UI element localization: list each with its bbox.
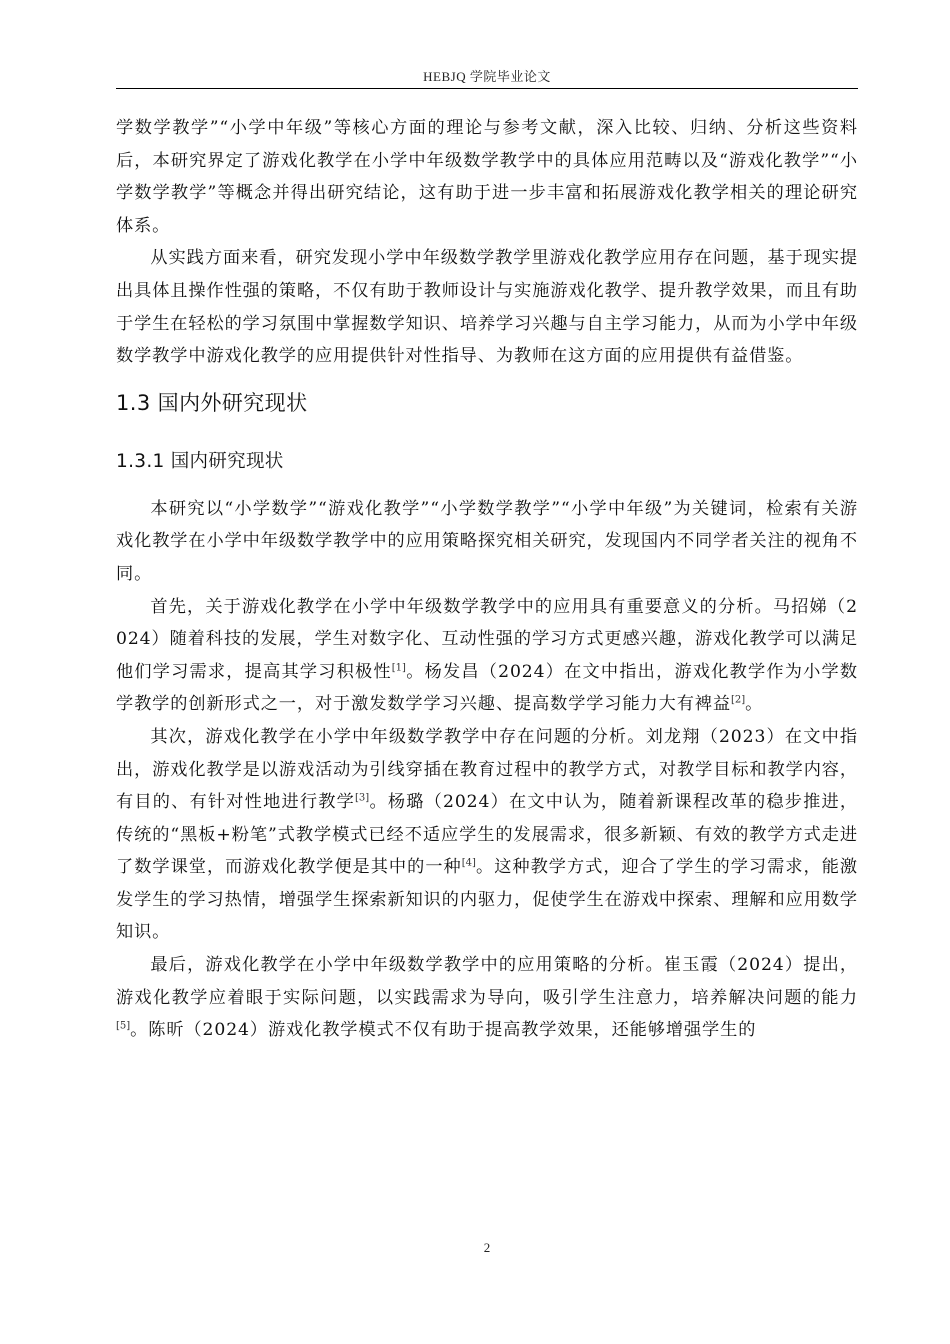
page-number: 2 (483, 1240, 491, 1255)
citation-3: [3] (354, 792, 370, 804)
paragraph-3-text: 本研究以“小学数学”“游戏化教学”“小学数学教学”“小学中年级”为关键词，检索有关游戏化教学在小学中年级数学教学中的应用策略探究相关研究，发现国内不同学者关注的视角不同。 (116, 498, 858, 584)
paragraph-1 (116, 112, 858, 242)
paragraph-6-text-a: 最后，游戏化教学在小学中年级数学教学中的应用策略的分析。崔玉霞（2024）提出，游戏化教学应着眼于实际问题，以实践需求为导向，吸引学生注意力，培养解决问题的能力 (116, 955, 858, 1008)
page-body (116, 112, 858, 1047)
citation-5: [5] (116, 1020, 131, 1032)
paragraph-5-text-a: 其次，游戏化教学在小学中年级数学教学中存在问题的分析。刘龙翔（2023）在文中指出，游戏化教学是以游戏活动为引线穿插在教育过程中的教学方式，对教学目标和教学内容，有目的、有针对性地进行教学 (116, 726, 858, 813)
header-rule (116, 88, 858, 89)
paragraph-5-text-b: 。杨璐（2024）在文中认为，随着新课程改革的稳步推进，传统的“黑板+粉笔”式教学模式已经不适应学生的发展需求，很多新颖、有效的教学方式走进了数学课堂，而游戏化教学便是其中的一种 (116, 792, 858, 878)
paragraph-2 (116, 242, 858, 372)
paragraph-5-text-c: 。这种教学方式，迎合了学生的学习需求，能激发学生的学习热情，增强学生探索新知识的内驱力，促使学生在游戏中探索、理解和应用数学知识。 (116, 857, 858, 943)
paragraph-4-text-c: 。 (745, 694, 764, 715)
paragraph-6-text-b: 。陈昕（2024）游戏化教学模式不仅有助于提高教学效果，还能够增强学生的 (130, 1020, 757, 1041)
paragraph-4 (116, 591, 858, 721)
paragraph-5 (116, 721, 858, 949)
section-heading: 1.3 国内外研究现状 (116, 390, 308, 415)
paragraph-1-text: 学数学教学”“小学中年级”等核心方面的理论与参考文献，深入比较、归纳、分析这些资料后，本研究界定了游戏化教学在小学中年级数学教学中的具体应用范畴以及“游戏化教学”“小学数学教学”等概念并得出研究结论，这有助于进一步丰富和拓展游戏化教学相关的理论研究体系。 (116, 118, 858, 236)
citation-4: [4] (461, 857, 476, 869)
paragraph-4-text-b: 。杨发昌（2024）在文中指出，游戏化教学作为小学数学教学的创新形式之一，对于激发数学学习兴趣、提高数学学习能力大有裨益 (116, 661, 858, 715)
paragraph-2-text: 从实践方面来看，研究发现小学中年级数学教学里游戏化教学应用存在问题，基于现实提出具体且操作性强的策略，不仅有助于教师设计与实施游戏化教学、提升教学效果，而且有助于学生在轻松的学习氛围中掌握数学知识、培养学习兴趣与自主学习能力，从而为小学中年级数学教学中游戏化教学的应用提供针对性指导、为教师在这方面的应用提供有益借鉴。 (116, 248, 858, 367)
paragraph-4-text-a: 首先，关于游戏化教学在小学中年级数学教学中的应用具有重要意义的分析。马招娣（2024）随着科技的发展，学生对数字化、互动性强的学习方式更感兴趣，游戏化教学可以满足他们学习需求，提高其学习积极性 (116, 596, 858, 682)
paragraph-6 (116, 949, 858, 1047)
paragraph-3 (116, 493, 858, 591)
running-header: HEBJQ 学院毕业论文 (423, 69, 551, 84)
citation-1: [1] (391, 661, 406, 673)
citation-2: [2] (730, 694, 746, 706)
subsection-heading: 1.3.1 国内研究现状 (116, 450, 284, 472)
